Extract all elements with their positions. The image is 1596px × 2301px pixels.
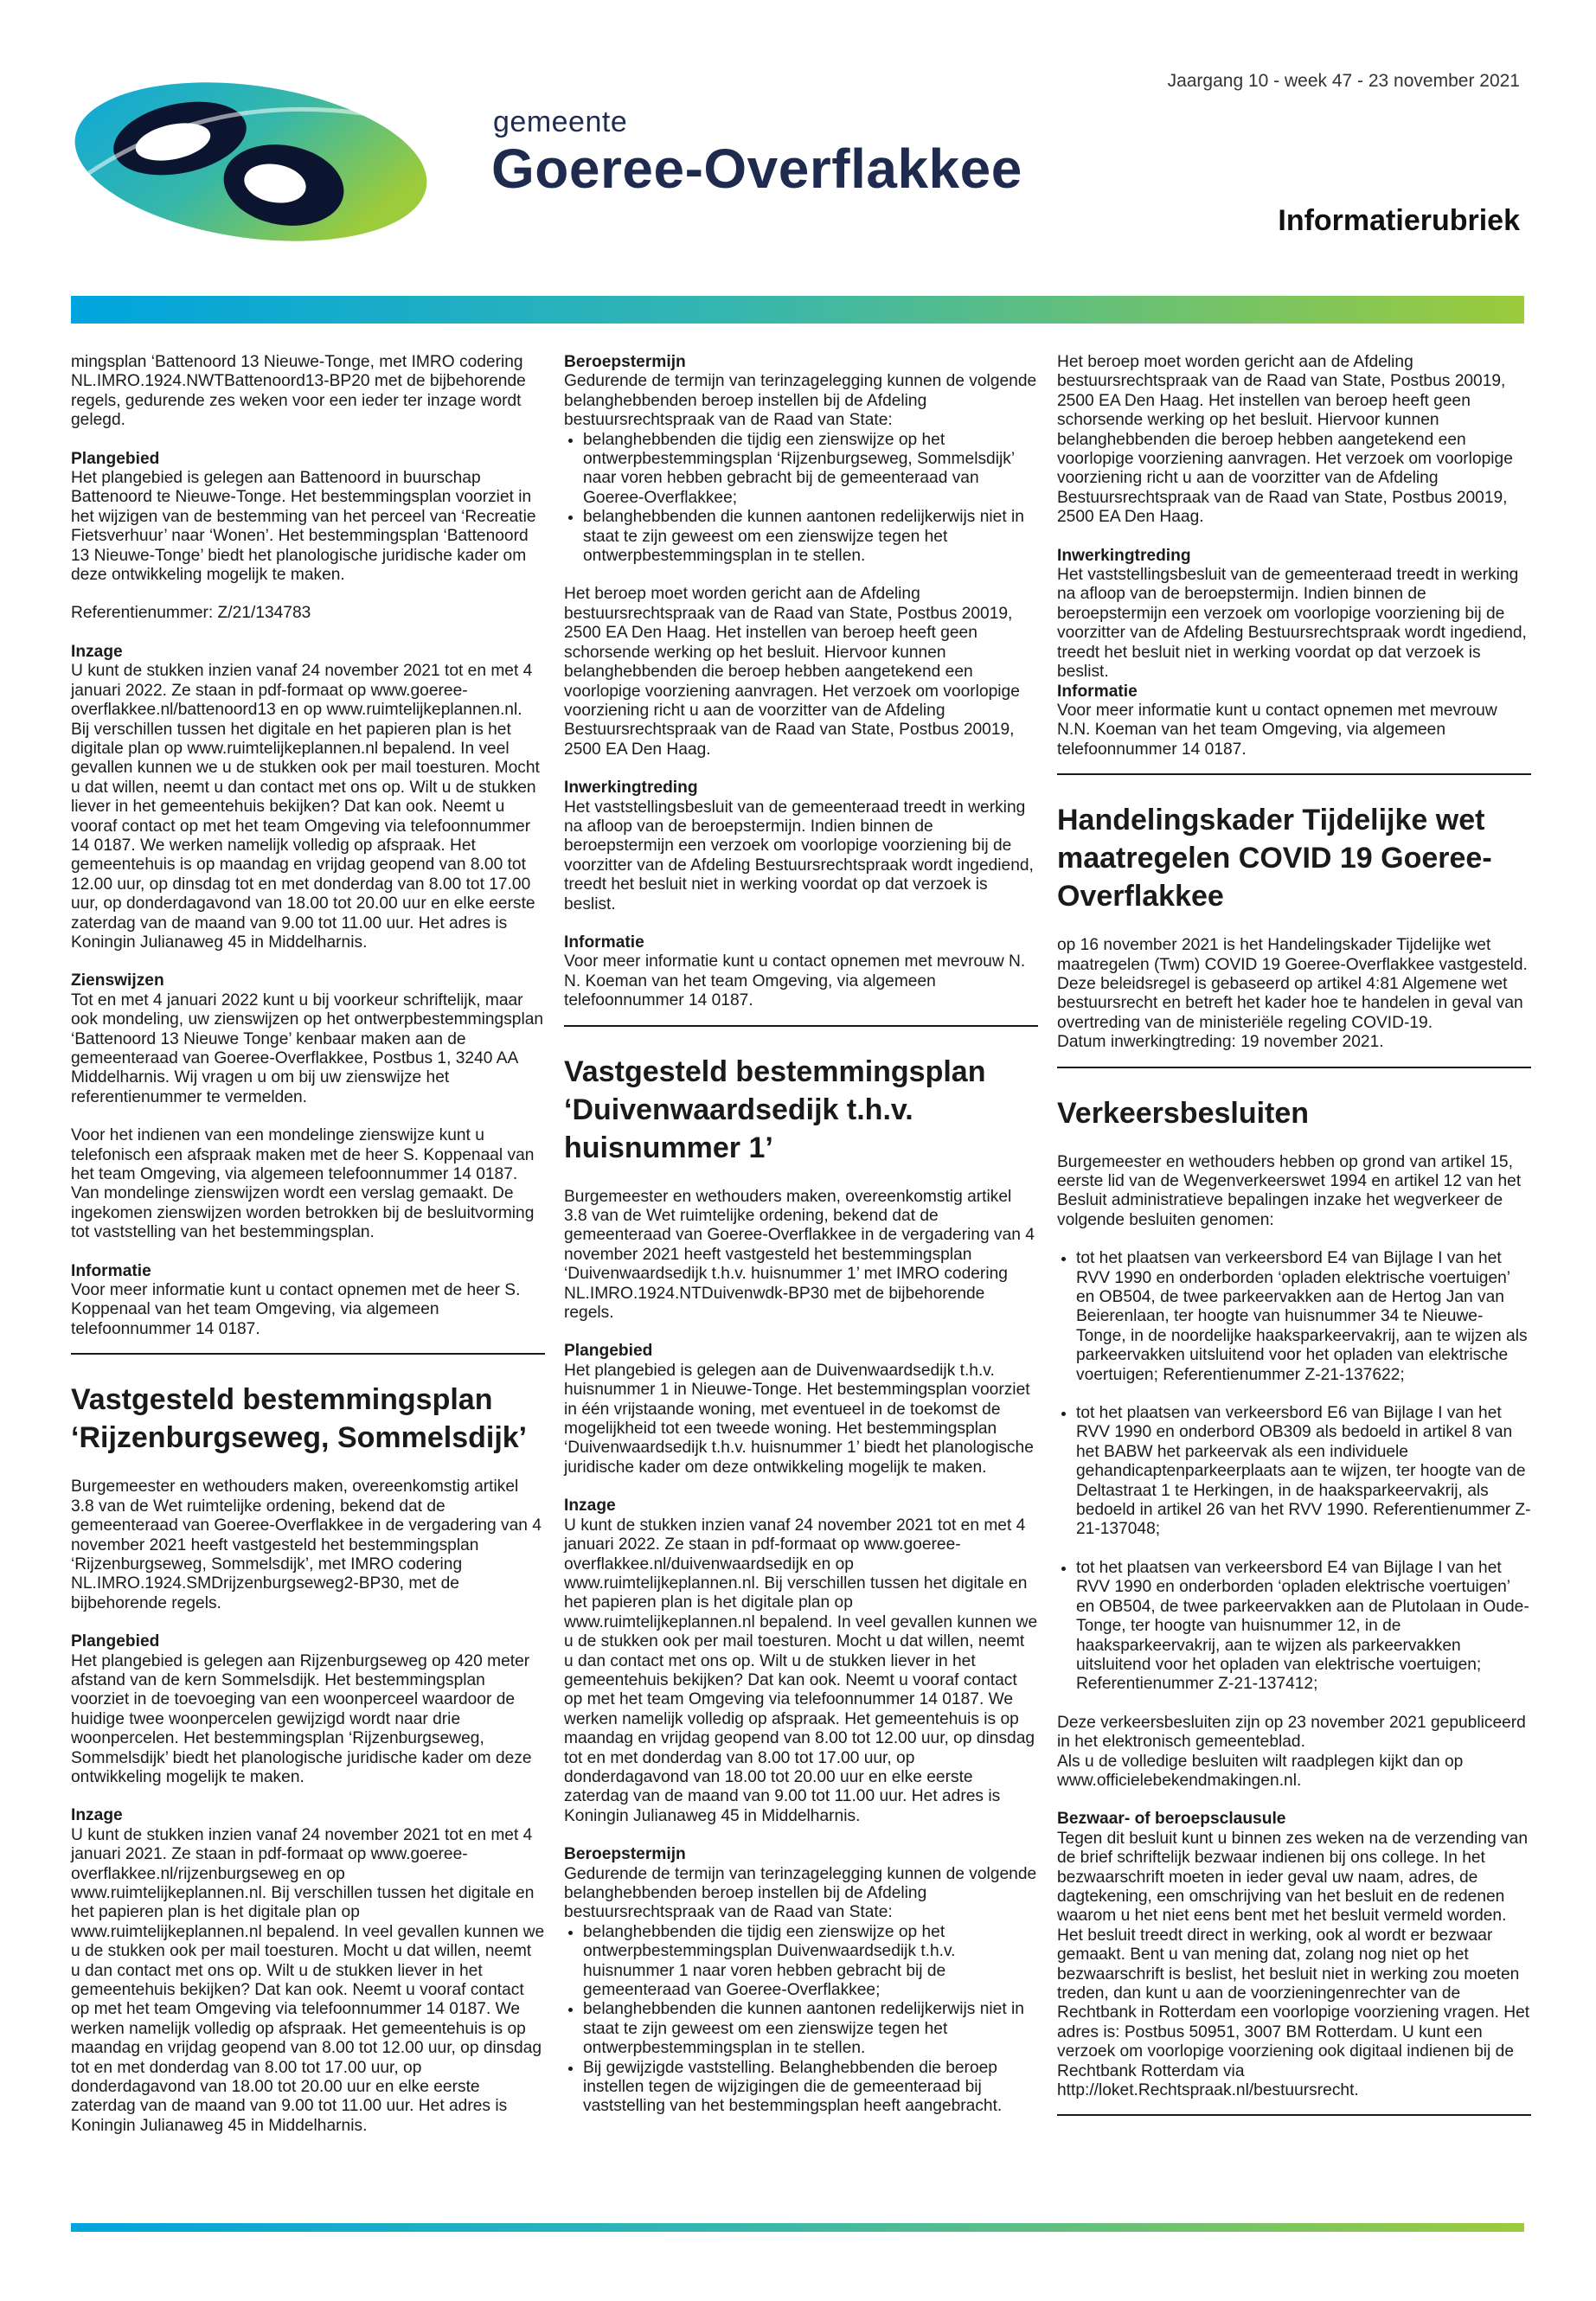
issue-line: Jaargang 10 - week 47 - 23 november 2021 bbox=[1167, 71, 1520, 91]
bullet-list bbox=[1057, 1249, 1531, 1695]
list-item: • tot het plaatsen van verkeersbord E4 van Bijlage I van het RVV 1990 en onderborden ‘opladen elektrische voertuigen’ en OB504, de twee parkeervakken aan de Hertog Jan van Beierenlaan, ter hoogte van huisnummer 34 te Nieuwe-Tonge, in de noordelijke haaksparkeervakrij, aan te wijzen als parkeervakken uitsluitend voor het opladen van elektrische voertuigen; Referentienummer Z-21-137622; bbox=[1076, 1249, 1531, 1385]
subheading: Beroepstermijn bbox=[564, 1845, 686, 1864]
subheading: Inzage bbox=[71, 1806, 123, 1825]
list-item: • tot het plaatsen van verkeersbord E6 van Bijlage I van het RVV 1990 en onderbord OB309 als bedoeld in artikel 8 van het BABW het parkeervak als een individuele gehandicaptenparkeerplaats aan te wijzen, ter hoogte van de Deltastraat 1 te Herkingen, in de haaksparkeervakrij, als bedoeld in artikel 26 van het RVV 1990. Referentienummer Z-21-137048; bbox=[1076, 1404, 1531, 1540]
subheading: Inzage bbox=[564, 1497, 616, 1516]
column-2 bbox=[564, 353, 1038, 2136]
paragraph: Gedurende de termijn van terinzagelegging kunnen de volgende belanghebbenden beroep instellen bij de Afdeling bestuursrechtspraak van de Raad van State: bbox=[564, 1864, 1037, 1922]
bullet-list bbox=[564, 431, 1038, 567]
paragraph: Het plangebied is gelegen aan Rijzenburgseweg op 420 meter afstand van de kern Sommelsdijk. Het bestemmingsplan voorziet in de toevoeging van een woonperceel waardoor de huidige twee woonpercelen gewijzigd wordt naar drie woonpercelen. Het bestemmingsplan ‘Rijzenburgseweg, Sommelsdijk’ biedt het planologische juridische kader om deze ontwikkeling mogelijk te maken. bbox=[71, 1651, 532, 1786]
subheading: Inwerkingtreding bbox=[1057, 546, 1191, 565]
paragraph: Als u de volledige besluiten wilt raadplegen kijkt dan op www.officielebekendmakingen.nl. bbox=[1057, 1752, 1464, 1790]
municipality-prefix: gemeente bbox=[493, 106, 628, 138]
header-gradient-bar bbox=[71, 296, 1524, 324]
paragraph: Tegen dit besluit kunt u binnen zes weken na de verzending van de brief schriftelijk bezwaar indienen bij ons college. In het bezwaarschrift moeten in ieder geval uw naam, adres, de dagtekening, een omschrijving van het besluit en de redenen waarom u het niet eens bent met het besluit vermeld worden. Het besluit treedt direct in werking, ook al wordt er bezwaar gemaakt. Bent u van mening dat, zolang nog niet op het bezwaarschrift is beslist, het besluit niet in werking zou moeten treden, dan kunt u aan de voorzieningenrechter van de Rechtbank in Rotterdam een voorlopige voorziening vragen. Het adres is: Postbus 50951, 3007 BM Rotterdam. U kunt een verzoek om voorlopige voorziening ook digitaal indienen bij de Rechtbank Rotterdam via http://loket.Rechtspraak.nl/bestuursrecht. bbox=[1057, 1829, 1530, 2100]
paragraph: Het vaststellingsbesluit van de gemeenteraad treedt in werking na afloop van de beroepstermijn. Indien binnen de beroepstermijn een verzoek om voorlopige voorziening bij de voorzitter van de Afdeling Bestuursrechtspraak wordt ingediend, treedt het besluit niet in werking voordat op dat verzoek is beslist. bbox=[564, 798, 1034, 913]
article-title: Vastgesteld bestemmingsplan ‘Rijzenburgseweg, Sommelsdijk’ bbox=[71, 1383, 528, 1455]
paragraph: Deze verkeersbesluiten zijn op 23 november 2021 gepubliceerd in het elektronisch gemeenteblad. bbox=[1057, 1713, 1526, 1752]
subheading: Zienswijzen bbox=[71, 971, 164, 990]
paragraph: Tot en met 4 januari 2022 kunt u bij voorkeur schriftelijk, maar ook mondeling, uw zienswijzen op het ontwerpbestemmingsplan ‘Battenoord 13 Nieuwe Tonge’ kenbaar maken aan de gemeenteraad van Goeree-Overflakkee, Postbus 1, 3240 AA Middelharnis. Wij vragen u om bij uw zienswijze het referentienummer te vermelden. bbox=[71, 990, 544, 1106]
paragraph: U kunt de stukken inzien vanaf 24 november 2021 tot en met 4 januari 2021. Ze staan in pdf-formaat op www.goeree-overflakkee.nl/rijzenburgseweg en op www.ruimtelijkeplannen.nl. Bij verschillen tussen het digitale en het papieren plan is het digitale plan op www.ruimtelijkeplannen.nl bepalend. In veel gevallen kunnen we u de stukken ook per mail toesturen. Mocht u dat willen, neemt u dan contact met ons op. Wilt u de stukken liever in het gemeentehuis bekijken? Dat kan ook. Neemt u vooraf contact op met het team Omgeving via telefoonnummer 14 0187. We werken namelijk volledig op afspraak. Het gemeentehuis is op maandag en vrijdag geopend van 8.00 tot 12.00 uur, op dinsdag tot en met donderdag van 8.00 tot 17.00 uur, op donderdagavond van 18.00 tot 20.00 uur en elke eerste zaterdag van de maand van 9.00 tot 11.00 uur. Het adres is Koningin Julianaweg 45 in Middelharnis. bbox=[71, 1825, 545, 2135]
subheading: Informatie bbox=[71, 1261, 151, 1280]
list-item: • belanghebbenden die kunnen aantonen redelijkerwijs niet in staat te zijn geweest om een zienswijze tegen het ontwerpbestemmingsplan in te stellen. bbox=[583, 508, 1038, 566]
article-title: Handelingskader Tijdelijke wet maatregelen COVID 19 Goeree-Overflakkee bbox=[1057, 804, 1492, 913]
subheading: Plangebied bbox=[71, 1632, 160, 1651]
paragraph: Burgemeester en wethouders maken, overeenkomstig artikel 3.8 van de Wet ruimtelijke ordening, bekend dat de gemeenteraad van Goeree-Overflakkee in de vergadering van 4 november 2021 heeft vastgesteld het bestemmingsplan ‘Rijzenburgseweg, Sommelsdijk’, met IMRO codering NL.IMRO.1924.SMDrijzenburgseweg2-BP30, met de bijbehorende regels. bbox=[71, 1477, 542, 1612]
continued-paragraph: mingsplan ‘Battenoord 13 Nieuwe-Tonge, met IMRO codering NL.IMRO.1924.NWTBattenoord13-BP20 met de bijbehorende regels, gedurende zes weken voor een ieder ter inzage wordt gelegd. bbox=[71, 353, 526, 430]
subheading: Plangebied bbox=[564, 1342, 653, 1361]
paragraph: Burgemeester en wethouders maken, overeenkomstig artikel 3.8 van de Wet ruimtelijke ordening, bekend dat de gemeenteraad van Goeree-Overflakkee in de vergadering van 4 november 2021 heeft vastgesteld het bestemmingsplan ‘Duivenwaardsedijk t.h.v. huisnummer 1’ met IMRO codering NL.IMRO.1924.NTDuivenwdk-BP30 met de bijbehorende regels. bbox=[564, 1187, 1035, 1323]
list-item: • belanghebbenden die tijdig een zienswijze op het ontwerpbestemmingsplan Duivenwaardsedijk t.h.v. huisnummer 1 naar voren hebben gebracht bij de gemeenteraad van Goeree-Overflakkee; bbox=[583, 1923, 1038, 2001]
paragraph: Voor meer informatie kunt u contact opnemen met mevrouw N. N. Koeman van het team Omgeving, via algemeen telefoonnummer 14 0187. bbox=[564, 952, 1026, 1010]
masthead bbox=[0, 0, 1596, 329]
paragraph: Voor meer informatie kunt u contact opnemen met de heer S. Koppenaal van het team Omgeving, via algemeen telefoonnummer 14 0187. bbox=[71, 1281, 521, 1338]
municipality-name: Goeree-Overflakkee bbox=[491, 138, 1022, 200]
subheading: Bezwaar- of beroepsclausule bbox=[1057, 1810, 1286, 1829]
paragraph: op 16 november 2021 is het Handelingskader Tijdelijke wet maatregelen (Twm) COVID 19 Goeree-Overflakkee vastgesteld. Deze beleidsregel is gebaseerd op artikel 4:81 Algemene wet bestuursrecht en betreft het kader hoe te handelen in geval van overtreding van de ministeriële regeling COVID-19. bbox=[1057, 936, 1528, 1032]
paragraph: Voor meer informatie kunt u contact opnemen met mevrouw N.N. Koeman van het team Omgeving, via algemeen telefoonnummer 14 0187. bbox=[1057, 701, 1497, 759]
paragraph: Het vaststellingsbesluit van de gemeenteraad treedt in werking na afloop van de beroepstermijn. Indien binnen de beroepstermijn een verzoek om voorlopige voorziening bij de voorzitter van de Afdeling Bestuursrechtspraak wordt ingediend, treedt het besluit niet in werking voordat op dat verzoek is beslist. bbox=[1057, 566, 1527, 682]
paragraph: Burgemeester en wethouders hebben op grond van artikel 15, eerste lid van de Wegenverkeerswet 1994 en artikel 12 van het Besluit administratieve bepalingen inzake het wegverkeer de volgende besluiten genomen: bbox=[1057, 1152, 1522, 1229]
effective-date: Datum inwerkingtreding: 19 november 2021. bbox=[1057, 1033, 1384, 1052]
column-3 bbox=[1057, 353, 1531, 2142]
column-1 bbox=[71, 353, 545, 2155]
paragraph: Gedurende de termijn van terinzagelegging kunnen de volgende belanghebbenden beroep instellen bij de Afdeling bestuursrechtspraak van de Raad van State: bbox=[564, 372, 1037, 430]
paragraph: Het beroep moet worden gericht aan de Afdeling bestuursrechtspraak van de Raad van State, Postbus 20019, 2500 EA Den Haag. Het instellen van beroep heeft geen schorsende werking op het besluit. Hiervoor kunnen belanghebbenden die beroep hebben aangetekend een voorlopige voorziening aanvragen. Het verzoek om voorlopige voorziening richt u aan de voorzitter van de Afdeling Bestuursrechtspraak van de Raad van State, Postbus 20019, 2500 EA Den Haag. bbox=[1057, 353, 1513, 527]
section-divider bbox=[71, 1353, 545, 1355]
section-title: Informatierubriek bbox=[1278, 204, 1520, 237]
list-item: • Bij gewijzigde vaststelling. Belanghebbenden die beroep instellen tegen de wijzigingen die de gemeenteraad bij vaststelling van het bestemmingsplan heeft aangebracht. bbox=[583, 2059, 1038, 2117]
subheading: Informatie bbox=[564, 933, 644, 952]
paragraph: Het plangebied is gelegen aan Battenoord in buurschap Battenoord te Nieuwe-Tonge. Het bestemmingsplan voorziet in het wijzigen van de bestemming van het perceel van ‘Recreatie Fietsverhuur’ naar ‘Wonen’. Het bestemmingsplan ‘Battenoord 13 Nieuwe-Tonge’ biedt het planologische juridische kader om deze ontwikkeling mogelijk te maken. bbox=[71, 469, 536, 585]
paragraph: Het beroep moet worden gericht aan de Afdeling bestuursrechtspraak van de Raad van State, Postbus 20019, 2500 EA Den Haag. Het instellen van beroep heeft geen schorsende werking op het besluit. Hiervoor kunnen belanghebbenden die beroep hebben aangetekend een voorlopige voorziening aanvragen. Het verzoek om voorlopige voorziening richt u aan de voorzitter van de Afdeling Bestuursrechtspraak van de Raad van State, Postbus 20019, 2500 EA Den Haag. bbox=[564, 585, 1020, 759]
paragraph: U kunt de stukken inzien vanaf 24 november 2021 tot en met 4 januari 2022. Ze staan in pdf-formaat op www.goeree-overflakkee.nl/duivenwaardsedijk en op www.ruimtelijkeplannen.nl. Bij verschillen tussen het digitale en het papieren plan is het digitale plan op www.ruimtelijkeplannen.nl bepalend. In veel gevallen kunnen we u de stukken ook per mail toesturen. Mocht u dat willen, neemt u dan contact met ons op. Wilt u de stukken liever in het gemeentehuis bekijken? Dat kan ook. Neemt u vooraf contact op met het team Omgeving via telefoonnummer 14 0187. We werken namelijk volledig op afspraak. Het gemeentehuis is op maandag en vrijdag geopend van 8.00 tot 12.00 uur, op dinsdag tot en met donderdag van 8.00 tot 17.00 uur, op donderdagavond van 18.00 tot 20.00 uur en elke eerste zaterdag van de maand van 9.00 tot 11.00 uur. Het adres is Koningin Julianaweg 45 in Middelharnis. bbox=[564, 1516, 1038, 1825]
section-divider bbox=[564, 1025, 1038, 1027]
article-title: Verkeersbesluiten bbox=[1057, 1096, 1310, 1130]
paragraph: U kunt de stukken inzien vanaf 24 november 2021 tot en met 4 januari 2022. Ze staan in pdf-formaat op www.goeree-overflakkee.nl/battenoord13 en op www.ruimtelijkeplannen.nl. Bij verschillen tussen het digitale en het papieren plan is het digitale plan op www.ruimtelijkeplannen.nl bepalend. In veel gevallen kunnen we u de stukken ook per mail toesturen. Mocht u dat willen, neemt u dan contact met ons op. Wilt u de stukken liever in het gemeentehuis bekijken? Dat kan ook. Neemt u vooraf contact op met het team Omgeving via telefoonnummer 14 0187. We werken namelijk volledig op afspraak. Het gemeentehuis is op maandag en vrijdag geopend van 8.00 tot 12.00 uur, op dinsdag tot en met donderdag van 8.00 tot 17.00 uur, op donderdagavond van 18.00 tot 20.00 uur en elke eerste zaterdag van de maand van 9.00 tot 11.00 uur. Het adres is Koningin Julianaweg 45 in Middelharnis. bbox=[71, 662, 540, 952]
subheading: Inzage bbox=[71, 642, 123, 661]
subheading: Inwerkingtreding bbox=[564, 779, 698, 798]
paragraph: Het plangebied is gelegen aan de Duivenwaardsedijk t.h.v. huisnummer 1 in Nieuwe-Tonge. Het bestemmingsplan voorziet in één vrijstaande woning, met eventueel in de toekomst de mogelijkheid tot een tweede woning. Het bestemmingsplan ‘Duivenwaardsedijk t.h.v. huisnummer 1’ biedt het planologische juridische kader om deze ontwikkeling mogelijk te maken. bbox=[564, 1361, 1034, 1477]
list-item: • belanghebbenden die kunnen aantonen redelijkerwijs niet in staat te zijn geweest om een zienswijze tegen het ontwerpbestemmingsplan in te stellen. bbox=[583, 2000, 1038, 2058]
section-divider bbox=[1057, 1067, 1531, 1068]
subheading: Informatie bbox=[1057, 682, 1138, 701]
list-item: • belanghebbenden die tijdig een zienswijze op het ontwerpbestemmingsplan ‘Rijzenburgseweg, Sommelsdijk’ naar voren hebben gebracht bij de gemeenteraad van Goeree-Overflakkee; bbox=[583, 431, 1038, 509]
bullet-list bbox=[564, 1923, 1038, 2117]
section-divider bbox=[1057, 2114, 1531, 2116]
footer-gradient-bar bbox=[71, 2223, 1524, 2232]
section-divider bbox=[1057, 773, 1531, 775]
list-item: • tot het plaatsen van verkeersbord E4 van Bijlage I van het RVV 1990 en onderborden ‘opladen elektrische voertuigen’ en OB504, de twee parkeervakken aan de Plutolaan in Oude-Tonge, ter hoogte van huisnummer 12, in de haaksparkeervakrij, aan te wijzen als parkeervakken uitsluitend voor het opladen van elektrische voertuigen; Referentienummer Z-21-137412; bbox=[1076, 1559, 1531, 1695]
paragraph: Voor het indienen van een mondelinge zienswijze kunt u telefonisch een afspraak maken met de heer S. Koppenaal van het team Omgeving, via algemeen telefoonnummer 14 0187. Van mondelinge zienswijzen wordt een verslag gemaakt. De ingekomen zienswijzen worden betrokken bij de besluitvorming tot vaststelling van het bestemmingsplan. bbox=[71, 1126, 535, 1242]
subheading: Plangebied bbox=[71, 449, 160, 468]
subheading: Beroepstermijn bbox=[564, 353, 686, 371]
municipality-logo-icon bbox=[69, 71, 450, 248]
article-title: Vastgesteld bestemmingsplan ‘Duivenwaardsedijk t.h.v. huisnummer 1’ bbox=[564, 1054, 986, 1164]
reference-number: Referentienummer: Z/21/134783 bbox=[71, 604, 311, 623]
